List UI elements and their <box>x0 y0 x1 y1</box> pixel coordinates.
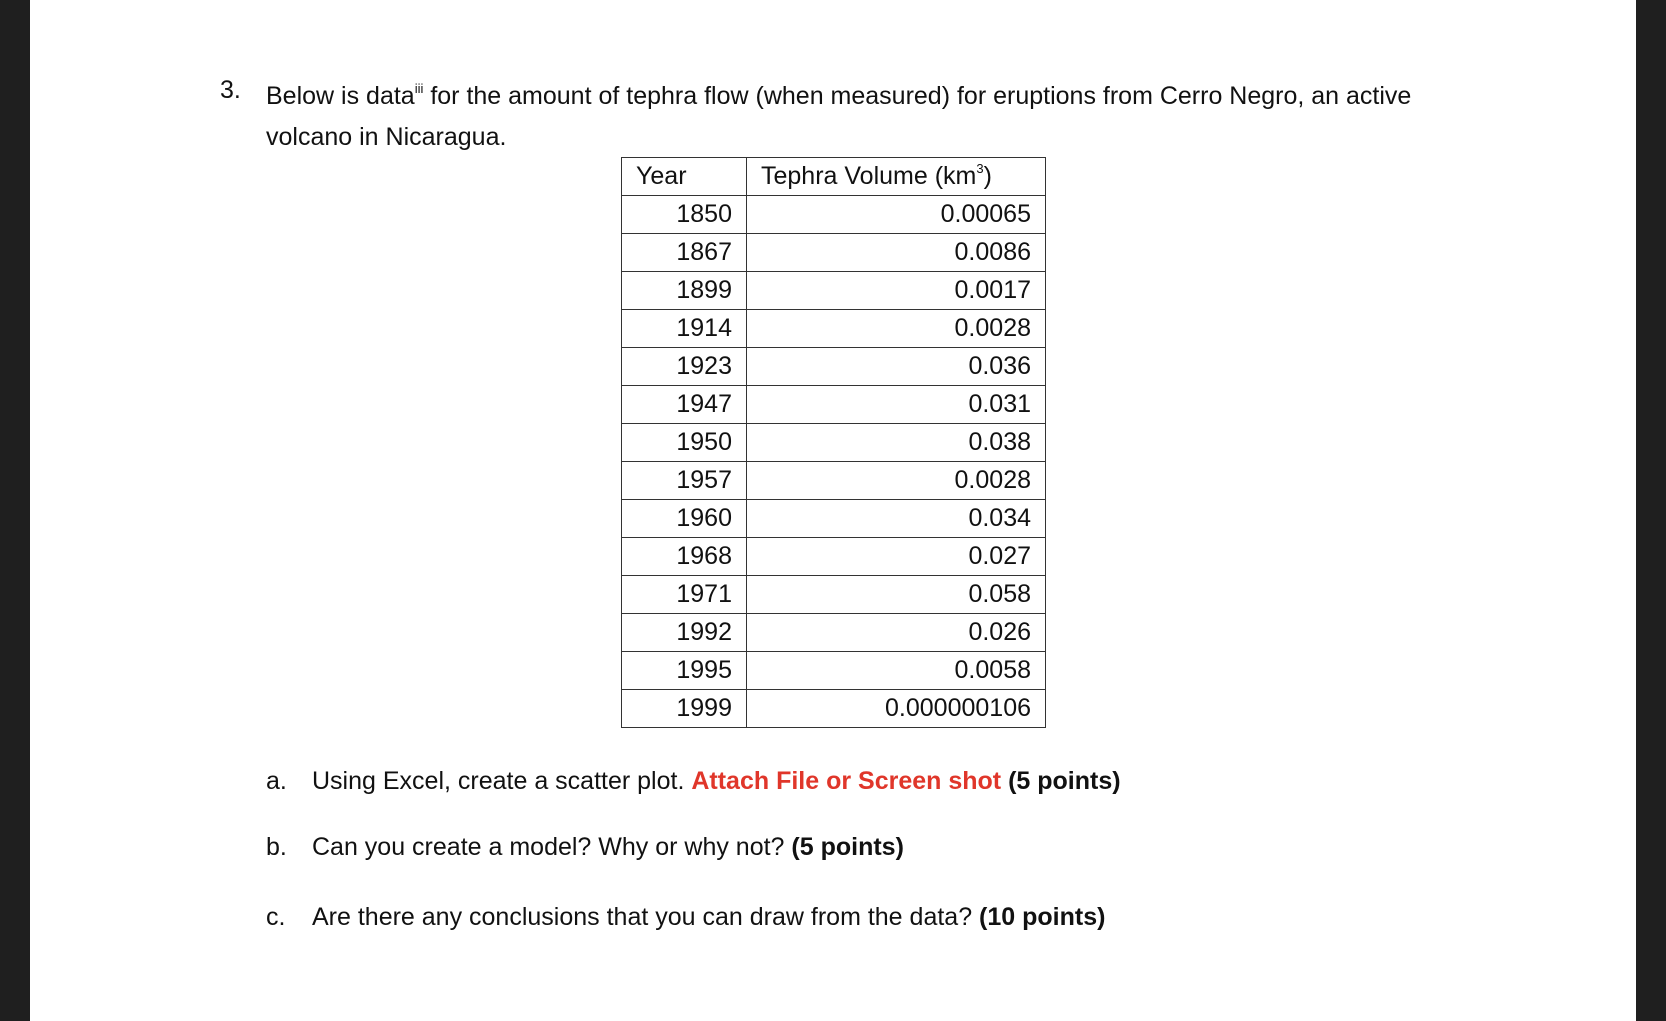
part-a-points: (5 points) <box>1001 767 1121 795</box>
table-row <box>622 690 1046 728</box>
table-header-row <box>622 158 1046 196</box>
part-b-text: Can you create a model? Why or why not? <box>312 833 792 861</box>
part-c-text: Are there any conclusions that you can draw from the data? <box>312 903 980 931</box>
part-c-points: (10 points) <box>979 903 1106 931</box>
header-year: Year <box>622 158 747 196</box>
table-row <box>622 462 1046 500</box>
year-cell: 1971 <box>622 576 747 614</box>
year-cell: 1867 <box>622 234 747 272</box>
header-volume <box>747 158 1046 196</box>
year-cell: 1960 <box>622 500 747 538</box>
table-body <box>622 196 1046 728</box>
volume-cell: 0.0028 <box>747 310 1046 348</box>
table-row <box>622 538 1046 576</box>
year-cell: 1923 <box>622 348 747 386</box>
question-text-start: Below is data <box>266 82 415 110</box>
year-cell: 1957 <box>622 462 747 500</box>
header-volume-superscript: 3 <box>976 161 984 176</box>
table-row <box>622 234 1046 272</box>
table-row <box>622 652 1046 690</box>
year-cell: 1947 <box>622 386 747 424</box>
volume-cell: 0.034 <box>747 500 1046 538</box>
volume-cell: 0.038 <box>747 424 1046 462</box>
part-a-letter: a. <box>266 767 287 795</box>
header-volume-close: ) <box>983 162 992 190</box>
table-row <box>622 272 1046 310</box>
part-b-letter: b. <box>266 833 287 861</box>
year-cell: 1968 <box>622 538 747 576</box>
table-row <box>622 424 1046 462</box>
volume-cell: 0.0028 <box>747 462 1046 500</box>
volume-cell: 0.0017 <box>747 272 1046 310</box>
year-cell: 1992 <box>622 614 747 652</box>
table-row <box>622 386 1046 424</box>
volume-cell: 0.027 <box>747 538 1046 576</box>
part-b-points: (5 points) <box>791 833 904 861</box>
question-text <box>266 76 1446 158</box>
year-cell: 1850 <box>622 196 747 234</box>
year-cell: 1995 <box>622 652 747 690</box>
table-row <box>622 500 1046 538</box>
question-text-end: for the amount of tephra flow (when measured) for eruptions from Cerro Negro, an active volcano in Nicaragua. <box>266 82 1412 151</box>
volume-cell: 0.0086 <box>747 234 1046 272</box>
question-number: 3. <box>220 76 241 104</box>
part-a-text: Using Excel, create a scatter plot. <box>312 767 692 795</box>
part-c-letter: c. <box>266 903 286 931</box>
volume-cell: 0.00065 <box>747 196 1046 234</box>
volume-cell: 0.026 <box>747 614 1046 652</box>
header-volume-label: Tephra Volume (km <box>761 162 977 190</box>
tephra-data-table <box>621 157 1046 728</box>
part-b <box>266 833 904 862</box>
table-row <box>622 348 1046 386</box>
table-row <box>622 196 1046 234</box>
part-c <box>266 903 1105 932</box>
volume-cell: 0.000000106 <box>747 690 1046 728</box>
table-row <box>622 310 1046 348</box>
part-a-attach-instruction: Attach File or Screen shot <box>691 767 1002 795</box>
year-cell: 1914 <box>622 310 747 348</box>
year-cell: 1950 <box>622 424 747 462</box>
year-cell: 1999 <box>622 690 747 728</box>
volume-cell: 0.036 <box>747 348 1046 386</box>
volume-cell: 0.031 <box>747 386 1046 424</box>
year-cell: 1899 <box>622 272 747 310</box>
table-row <box>622 614 1046 652</box>
document-page <box>30 0 1636 1021</box>
volume-cell: 0.058 <box>747 576 1046 614</box>
part-a <box>266 767 1121 796</box>
endnote-reference: iii <box>414 81 424 96</box>
table-row <box>622 576 1046 614</box>
volume-cell: 0.0058 <box>747 652 1046 690</box>
